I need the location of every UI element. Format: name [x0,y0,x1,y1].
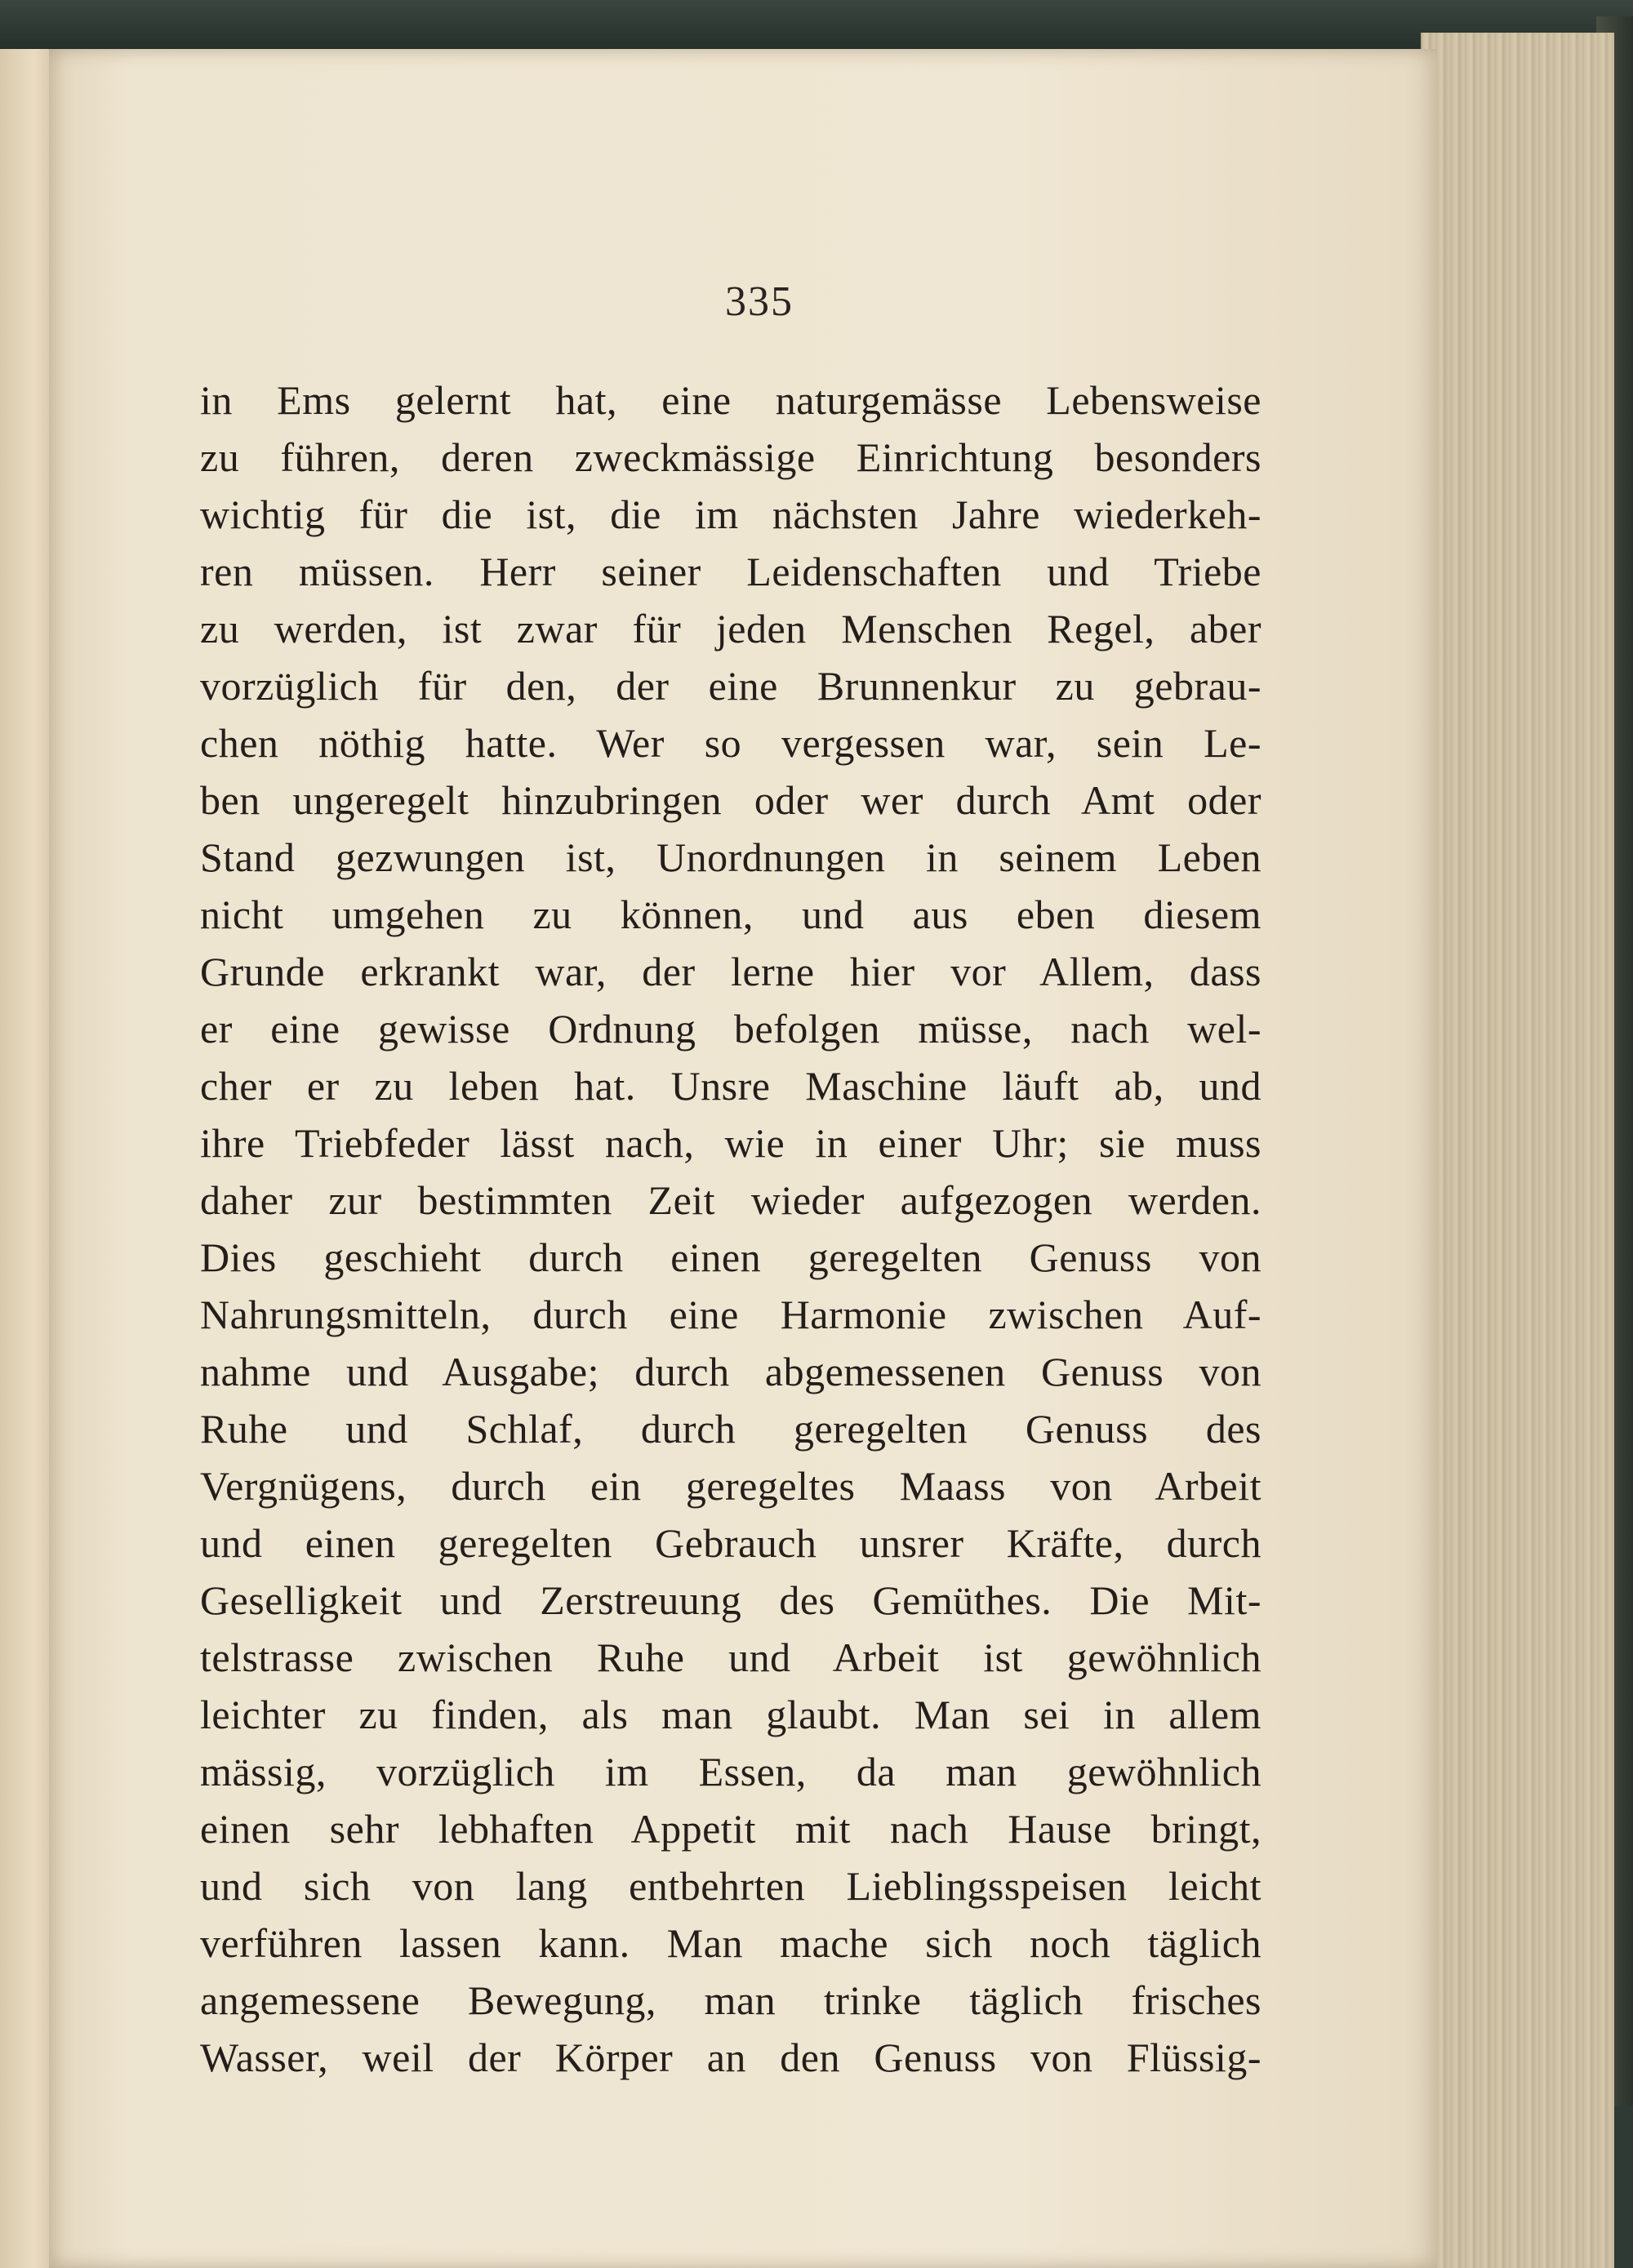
text-line: er eine gewisse Ordnung befolgen müsse, nach wel- [200,1006,1261,1052]
text-line: zu werden, ist zwar für jeden Menschen Regel, aber [200,606,1261,651]
text-line: angemessene Bewegung, man trinke täglich frisches [200,1977,1261,2023]
text-line: mässig, vorzüglich im Essen, da man gewöhnlich [200,1749,1261,1794]
book [0,16,1613,2268]
text-line: ren müssen. Herr seiner Leidenschaften und Triebe [200,549,1261,594]
text-line: Stand gezwungen ist, Unordnungen in seinem Leben [200,834,1261,880]
text-line: in Ems gelernt hat, eine naturgemässe Lebensweise [200,377,1261,423]
text-line: daher zur bestimmten Zeit wieder aufgezogen werden. [200,1177,1261,1223]
page-number: 335 [725,278,794,325]
page-edges [1421,33,1614,2268]
book-page [49,49,1437,2268]
text-line: Ruhe und Schlaf, durch geregelten Genuss des [200,1406,1261,1452]
body-text [200,371,1261,2086]
text-line: einen sehr lebhaften Appetit mit nach Hause bringt, [200,1806,1261,1852]
text-line: chen nöthig hatte. Wer so vergessen war, sein Le- [200,720,1261,766]
text-line: und sich von lang entbehrten Lieblingsspeisen leicht [200,1863,1261,1909]
text-line: leichter zu finden, als man glaubt. Man sei in allem [200,1692,1261,1737]
text-line: verführen lassen kann. Man mache sich noch täglich [200,1920,1261,1966]
text-line: und einen geregelten Gebrauch unsrer Kräfte, durch [200,1520,1261,1566]
text-line: Geselligkeit und Zerstreuung des Gemüthes. Die Mit- [200,1577,1261,1623]
text-line: nicht umgehen zu können, und aus eben diesem [200,892,1261,937]
text-line: Vergnügens, durch ein geregeltes Maass von Arbeit [200,1463,1261,1509]
text-line: nahme und Ausgabe; durch abgemessenen Genuss von [200,1349,1261,1394]
text-line: zu führen, deren zweckmässige Einrichtung besonders [200,434,1261,480]
text-line: vorzüglich für den, der eine Brunnenkur zu gebrau- [200,663,1261,709]
text-line: Nahrungsmitteln, durch eine Harmonie zwischen Auf- [200,1292,1261,1337]
text-line: Dies geschieht durch einen geregelten Genuss von [200,1234,1261,1280]
text-line: Grunde erkrankt war, der lerne hier vor Allem, dass [200,949,1261,994]
text-line: ben ungeregelt hinzubringen oder wer durch Amt oder [200,777,1261,823]
text-line: cher er zu leben hat. Unsre Maschine läuft ab, und [200,1063,1261,1109]
text-line: telstrasse zwischen Ruhe und Arbeit ist gewöhnlich [200,1634,1261,1680]
text-line: Wasser, weil der Körper an den Genuss von Flüssig- [200,2035,1261,2080]
text-line: ihre Triebfeder lässt nach, wie in einer Uhr; sie muss [200,1120,1261,1166]
text-line: wichtig für die ist, die im nächsten Jahre wiederkeh- [200,491,1261,537]
